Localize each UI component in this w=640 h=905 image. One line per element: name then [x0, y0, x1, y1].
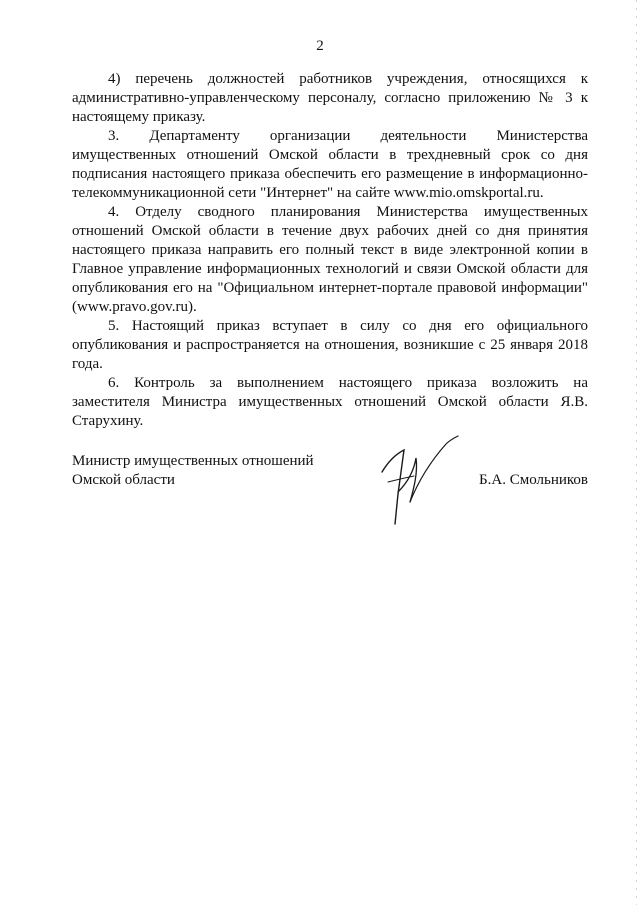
paragraph-4: 4. Отделу сводного планирования Министерства имущественных отношений Омской области в течение двух рабочих дней со дня принятия настоящего приказа направить его полный текст в виде электронной копии в Главное управление информационных технологий и связи Омской области для опубликования его на "Официальном интернет-портале правовой информации" (www.pravo.gov.ru). — [72, 204, 588, 315]
scan-edge-marks — [635, 0, 638, 905]
paragraph-6: 6. Контроль за выполнением настоящего приказа возложить на заместителя Министра имущественных отношений Омской области Я.В. Старухину. — [72, 375, 588, 429]
paragraph-item-4-list: 4) перечень должностей работников учреждения, относящихся к административно-управленческому персоналу, согласно приложению № 3 к настоящему приказу. — [72, 71, 588, 125]
signature-block — [72, 452, 588, 512]
signatory-position-line-1: Министр имущественных отношений — [72, 453, 314, 469]
paragraph-5: 5. Настоящий приказ вступает в силу со дня его официального опубликования и распространяется на отношения, возникшие с 25 января 2018 года. — [72, 318, 588, 372]
signatory-position-line-2: Омской области — [72, 472, 175, 488]
document-body — [72, 70, 588, 431]
paragraph-3: 3. Департаменту организации деятельности Министерства имущественных отношений Омской области в трехдневный срок со дня подписания настоящего приказа обеспечить его размещение в информационно-телекоммуникационной сети "Интернет" на сайте www.mio.omskportal.ru. — [72, 128, 588, 201]
signatory-name: Б.А. Смольников — [479, 472, 588, 488]
handwritten-signature — [374, 432, 464, 532]
page-number: 2 — [316, 38, 324, 54]
signatory-position — [72, 452, 372, 490]
